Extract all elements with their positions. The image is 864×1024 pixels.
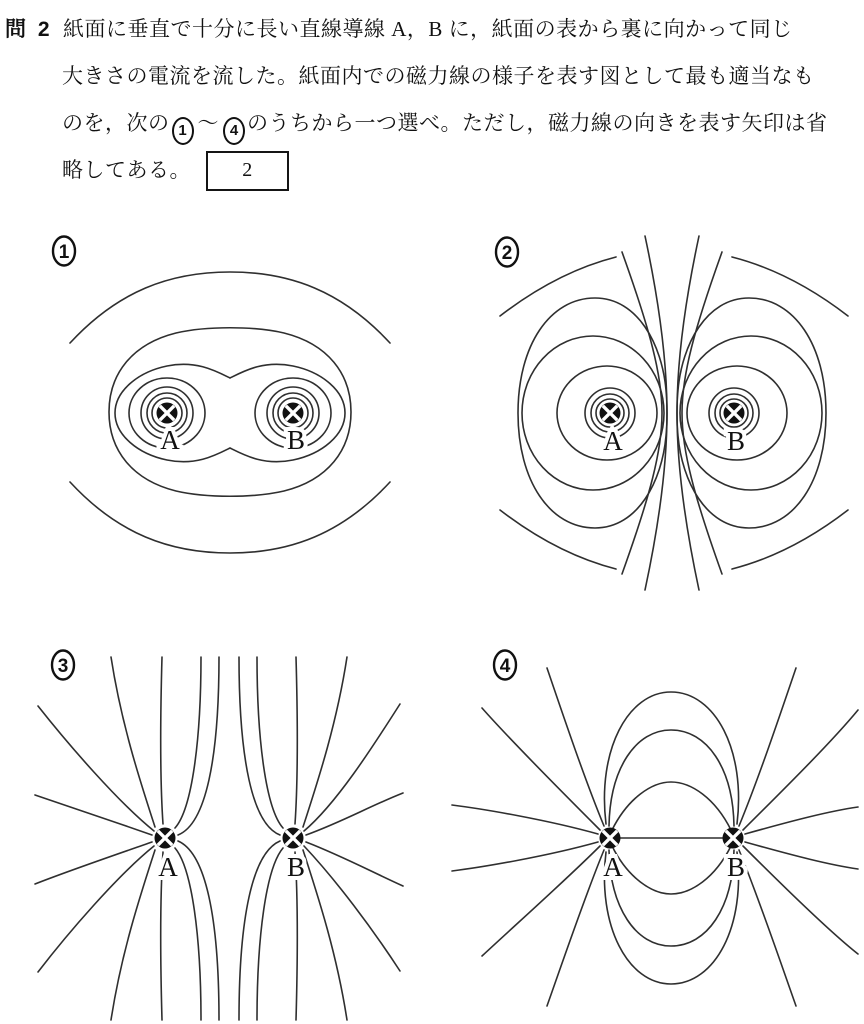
field-line: [743, 846, 858, 954]
wire-b-label: B: [726, 426, 746, 456]
panel-2: [496, 236, 848, 590]
panel-1: [53, 237, 390, 554]
panel-4: [452, 651, 858, 1007]
field-line: [604, 692, 738, 824]
question-text-line4: 略してある。: [62, 158, 191, 182]
field-line: [518, 298, 667, 528]
field-line: [70, 272, 390, 343]
panel-2-number: 2: [501, 243, 513, 264]
field-line: [604, 852, 738, 984]
panel-4-number: 4: [499, 656, 511, 677]
field-line: [612, 846, 731, 894]
field-line: [115, 364, 345, 461]
field-line: [482, 846, 600, 956]
wire-a-current-into-page-icon: [600, 403, 621, 424]
question-text-line2: 大きさの電流を流した。紙面内での磁力線の様子を表す図として最も適当なも: [62, 64, 815, 88]
field-line: [622, 252, 662, 574]
wire-b-current-into-page-icon: [283, 403, 304, 424]
wire-b-current-into-page-icon: [724, 403, 745, 424]
field-line: [500, 257, 616, 316]
field-line: [680, 336, 822, 490]
wire-a-label: A: [603, 852, 623, 882]
panel-3: [35, 651, 403, 1021]
choice-range-tilde: 〜: [197, 111, 219, 135]
wire-a-label: A: [603, 426, 623, 456]
wire-b-label: B: [286, 425, 306, 455]
field-line: [452, 842, 598, 871]
field-line: [304, 704, 400, 831]
wire-b-label: B: [286, 852, 306, 882]
wire-a-current-into-page-icon: [155, 828, 176, 849]
choice-1-badge: 1: [172, 117, 194, 145]
field-line: [732, 257, 848, 316]
field-line: [682, 252, 722, 574]
field-line: [295, 657, 297, 824]
field-line: [452, 805, 598, 834]
choice-4-badge: 4: [223, 117, 245, 145]
wire-b-current-into-page-icon: [283, 828, 304, 849]
wire-a-label: A: [158, 852, 178, 882]
field-line: [677, 298, 826, 528]
wire-b-current-into-page-icon: [723, 828, 744, 849]
field-line: [239, 841, 280, 1020]
panel-3-number: 3: [57, 656, 69, 677]
wire-a-current-into-page-icon: [157, 403, 178, 424]
field-line: [304, 846, 400, 971]
field-line: [257, 848, 283, 1020]
answer-box: 2: [206, 151, 289, 191]
field-line: [612, 782, 731, 830]
wire-b-label: B: [726, 852, 746, 882]
field-line: [70, 482, 390, 553]
field-line: [609, 850, 734, 946]
question-text-line1: 紙面に垂直で十分に長い直線導線 A，B に，紙面の表から裏に向かって同じ: [63, 17, 793, 41]
question-text-line3-before: のを，次の: [62, 111, 170, 135]
field-line: [303, 657, 347, 827]
question-number: 問 2: [5, 18, 53, 41]
field-line: [522, 336, 664, 490]
field-line: [257, 657, 283, 828]
field-line: [239, 657, 280, 835]
question-text-line3-after: のうちから一つ選べ。ただし，磁力線の向きを表す矢印は省: [247, 111, 828, 135]
field-line: [111, 850, 155, 1020]
field-line: [739, 850, 796, 1006]
wire-a-label: A: [160, 425, 180, 455]
panel-1-number: 1: [58, 242, 70, 263]
wire-a-current-into-page-icon: [600, 828, 621, 849]
field-line: [500, 510, 616, 569]
field-line: [161, 657, 163, 824]
field-line: [175, 848, 201, 1020]
field-line: [547, 668, 604, 826]
field-line: [111, 657, 155, 827]
field-line: [35, 795, 152, 835]
field-line: [178, 657, 219, 835]
field-line: [175, 657, 201, 828]
field-line: [609, 730, 734, 826]
field-line: [178, 841, 219, 1020]
field-line: [739, 668, 796, 826]
field-line: [303, 850, 347, 1020]
field-line: [547, 850, 604, 1006]
field-line: [109, 328, 351, 497]
field-line: [732, 510, 848, 569]
